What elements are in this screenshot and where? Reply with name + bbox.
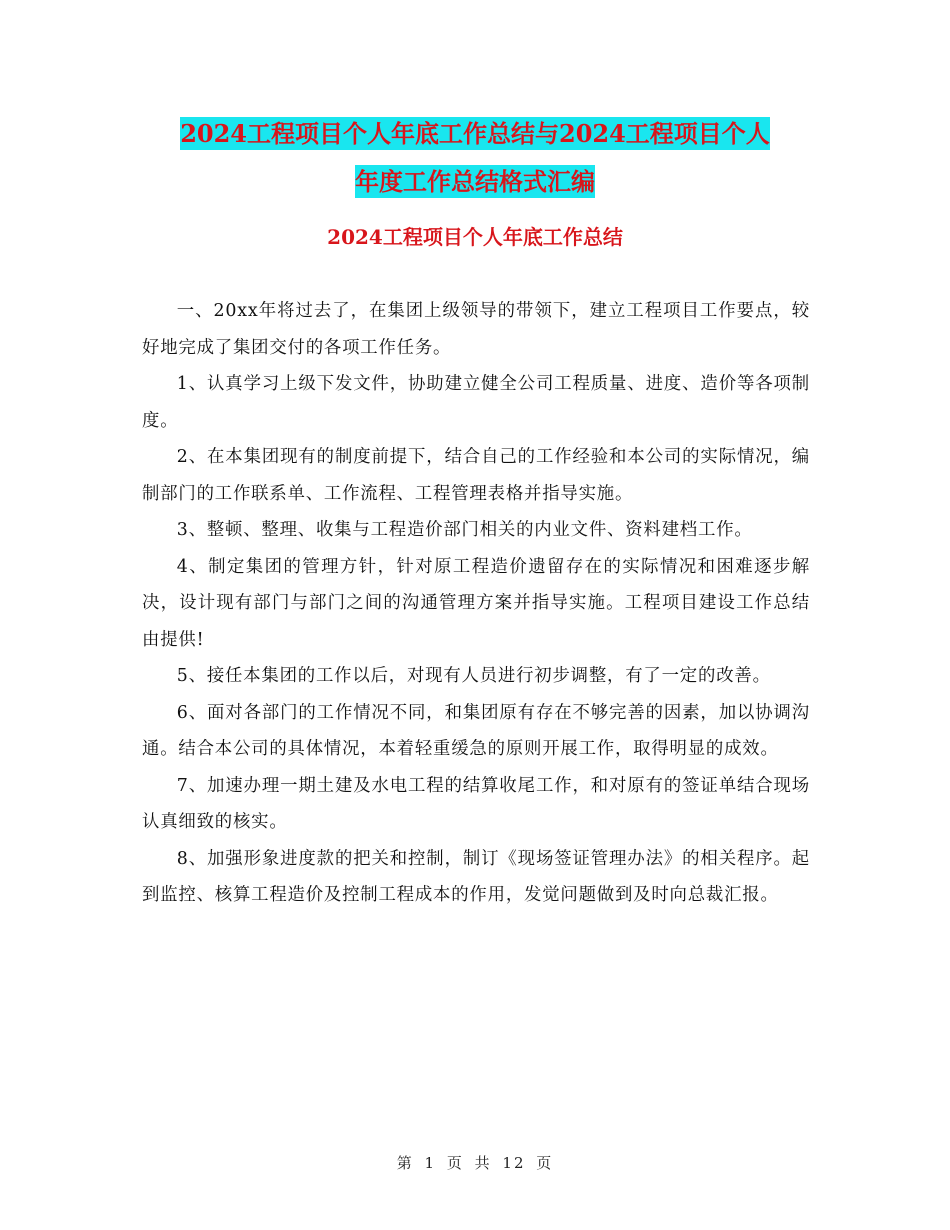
paragraph-item-5: 5、接任本集团的工作以后，对现有人员进行初步调整，有了一定的改善。 [176,666,771,686]
paragraph-item-3: 3、整顿、整理、收集与工程造价部门相关的内业文件、资料建档工作。 [176,520,753,540]
section-title: 2024工程项目个人年底工作总结 [327,225,623,249]
paragraph-intro: 一、20xx年将过去了，在集团上级领导的带领下，建立工程项目工作要点，较好地完成了集团交付的各项工作任务。 [142,301,810,358]
footer-suffix: 页 [536,1154,554,1172]
title-line-2: 年度工作总结格式汇编 [355,167,595,196]
footer-page-word: 页 [446,1154,464,1172]
title-line-1: 2024工程项目个人年底工作总结与2024工程项目个人 [180,119,770,148]
page-footer [0,1152,950,1173]
footer-total-word: 共 [474,1154,492,1172]
paragraph-item-2: 2、在本集团现有的制度前提下，结合自己的工作经验和本公司的实际情况，编制部门的工作联系单、工作流程、工程管理表格并指导实施。 [142,447,810,504]
document-body [142,293,810,914]
paragraph-item-8: 8、加强形象进度款的把关和控制，制订《现场签证管理办法》的相关程序。起到监控、核算工程造价及控制工程成本的作用，发觉问题做到及时向总裁汇报。 [142,848,810,905]
paragraph-item-4: 4、制定集团的管理方针，针对原工程造价遗留存在的实际情况和困难逐步解决，设计现有部门与部门之间的沟通管理方案并指导实施。工程项目建设工作总结由提供! [142,556,810,650]
paragraph-item-7: 7、加速办理一期土建及水电工程的结算收尾工作，和对原有的签证单结合现场认真细致的核实。 [142,775,810,832]
footer-total-pages: 12 [502,1154,526,1172]
footer-prefix: 第 [396,1154,414,1172]
footer-current-page: 1 [424,1154,437,1172]
document-title [0,110,950,206]
paragraph-item-6: 6、面对各部门的工作情况不同，和集团原有存在不够完善的因素，加以协调沟通。结合本公司的具体情况，本着轻重缓急的原则开展工作，取得明显的成效。 [142,702,810,759]
paragraph-item-1: 1、认真学习上级下发文件，协助建立健全公司工程质量、进度、造价等各项制度。 [142,374,810,431]
